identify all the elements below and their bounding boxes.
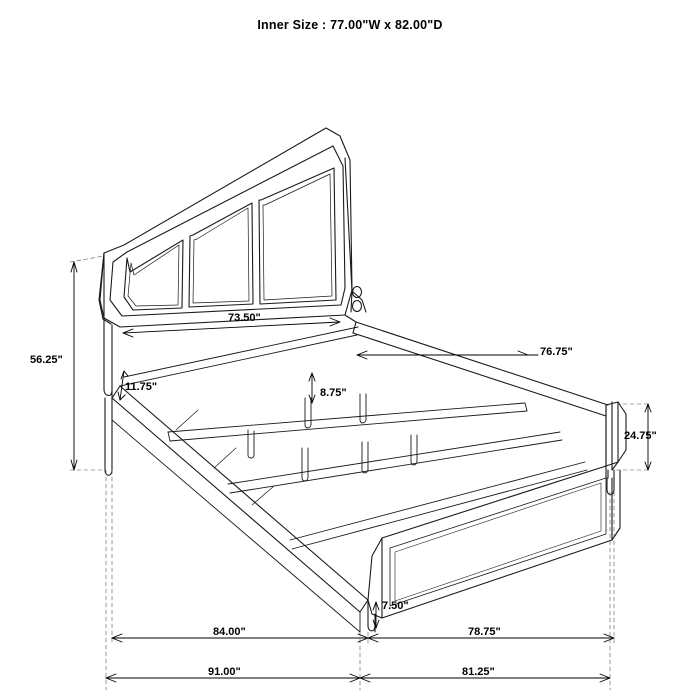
page-title: Inner Size : 77.00"W x 82.00"D (257, 18, 443, 32)
dimension-label-overall-length-left: 91.00" (208, 666, 241, 678)
dimension-label-inner-length-left: 84.00" (213, 626, 246, 638)
dimension-label-headboard-panel-width: 73.50" (228, 312, 261, 324)
dimension-label-inner-length-right: 78.75" (468, 626, 501, 638)
dimension-label-headboard-height: 56.25" (30, 354, 63, 366)
dimension-label-footboard-height: 24.75" (624, 430, 657, 442)
dimension-label-side-rail-height: 11.75" (125, 381, 158, 393)
dimension-label-overall-length-right: 81.25" (462, 666, 495, 678)
dimension-label-inner-width-rear: 76.75" (540, 346, 573, 358)
dimension-label-footboard-bottom-clearance: 7.50" (382, 600, 409, 612)
dimension-label-slat-height: 8.75" (320, 387, 347, 399)
